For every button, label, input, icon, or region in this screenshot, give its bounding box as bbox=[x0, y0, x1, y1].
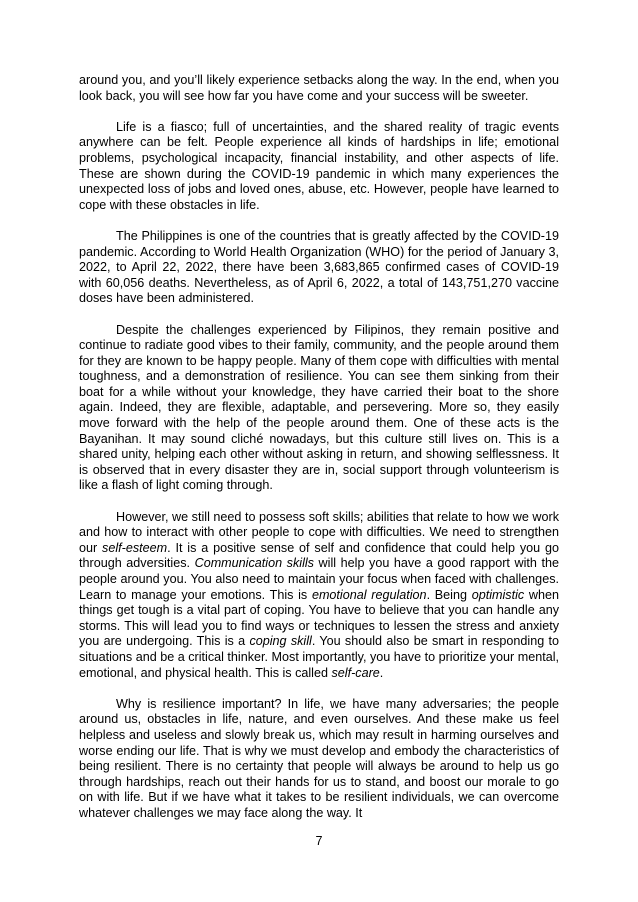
text-run: will help you have a good rapport with the people around you. You also need to maintain your focus when faced with challenges. Learn to manage your emotions. This is bbox=[79, 556, 560, 602]
text-run: Despite the challenges experienced by Filipinos, they remain positive and continue to radiate good vibes to their family, community, and the people around them for they are known to be happy people. Many of them cope with difficulties with mental toughness, and a demonstration of resilience. You can see them sinking from their boat for a while without your knowledge, they have carried their boat to the shore again. Indeed, they are flexible, adaptable, and persevering. More so, they easily move forward with the help of the people around them. One of these acts is the Bayanihan. It may sound cliché nowadays, but this culture still lives on. This is a shared unity, helping each other without asking in return, and showing selflessness. It is observed that in every disaster they are in, social support through volunteerism is like a flash of light coming through. bbox=[79, 322, 559, 493]
paragraph-p4 bbox=[79, 323, 559, 495]
paragraph-p5 bbox=[79, 510, 559, 682]
emphasized-term: self-care bbox=[331, 665, 380, 680]
text-run: Why is resilience important? In life, we have many adversaries; the people around us, obstacles in life, nature, and even ourselves. And these make us feel helpless and useless and slowly break us, which may result in harming ourselves and worse ending our life. That is why we must develop and embody the characteristics of being resilient. There is no certainty that people will always be around to help us go through hardships, reach out their hands for us to stand, and boost our morale to go on with life. But if we have what it takes to be resilient individuals, we can overcome whatever challenges we may face along the way. It bbox=[79, 696, 559, 820]
text-run: However, we still need to possess soft skills; abilities that relate to how we work and how to interact with other people to cope with difficulties. We need to strengthen our bbox=[79, 509, 559, 555]
text-run: Life is a fiasco; full of uncertainties, and the shared reality of tragic events anywhere can be felt. People experience all kinds of hardships in life; emotional problems, psychological incapacity, financial instability, and other aspects of life. These are shown during the COVID-19 pandemic in which many experiences the unexpected loss of jobs and loved ones, abuse, etc. However, people have learned to cope with these obstacles in life. bbox=[79, 119, 559, 212]
text-run: . You should also be smart in responding to situations and be a critical thinker. Most importantly, you have to prioritize your mental, emotional, and physical health. This is called bbox=[79, 634, 559, 680]
document-body bbox=[79, 73, 559, 837]
paragraph-p6 bbox=[79, 697, 559, 822]
text-run: The Philippines is one of the countries that is greatly affected by the COVID-19 pandemic. According to World Health Organization (WHO) for the period of January 3, 2022, to April 22, 2022, there have been 3,683,865 confirmed cases of COVID-19 with 60,056 deaths. Nevertheless, as of April 6, 2022, a total of 143,751,270 vaccine doses have been administered. bbox=[79, 228, 559, 306]
emphasized-term: optimistic bbox=[471, 587, 525, 602]
paragraph-p3 bbox=[79, 229, 559, 307]
paragraph-p1 bbox=[79, 73, 559, 104]
emphasized-term: emotional regulation bbox=[311, 587, 427, 602]
text-run: . It is a positive sense of self and confidence that could help you go through adversities. bbox=[79, 540, 560, 571]
emphasized-term: self-esteem bbox=[102, 540, 168, 555]
emphasized-term: Communication skills bbox=[194, 556, 314, 571]
emphasized-term: coping skill bbox=[249, 634, 312, 649]
text-run: . bbox=[379, 665, 384, 680]
text-run: when things get tough is a vital part of coping. You have to believe that you can handle any storms. This will lead you to find ways or techniques to lessen the stress and anxiety you are undergoing. This is a bbox=[79, 587, 559, 649]
page-number: 7 bbox=[315, 834, 323, 848]
text-run: . Being bbox=[426, 587, 472, 602]
text-run: around you, and you’ll likely experience setbacks along the way. In the end, when you look back, you will see how far you have come and your success will be sweeter. bbox=[79, 73, 559, 103]
paragraph-p2 bbox=[79, 120, 559, 214]
